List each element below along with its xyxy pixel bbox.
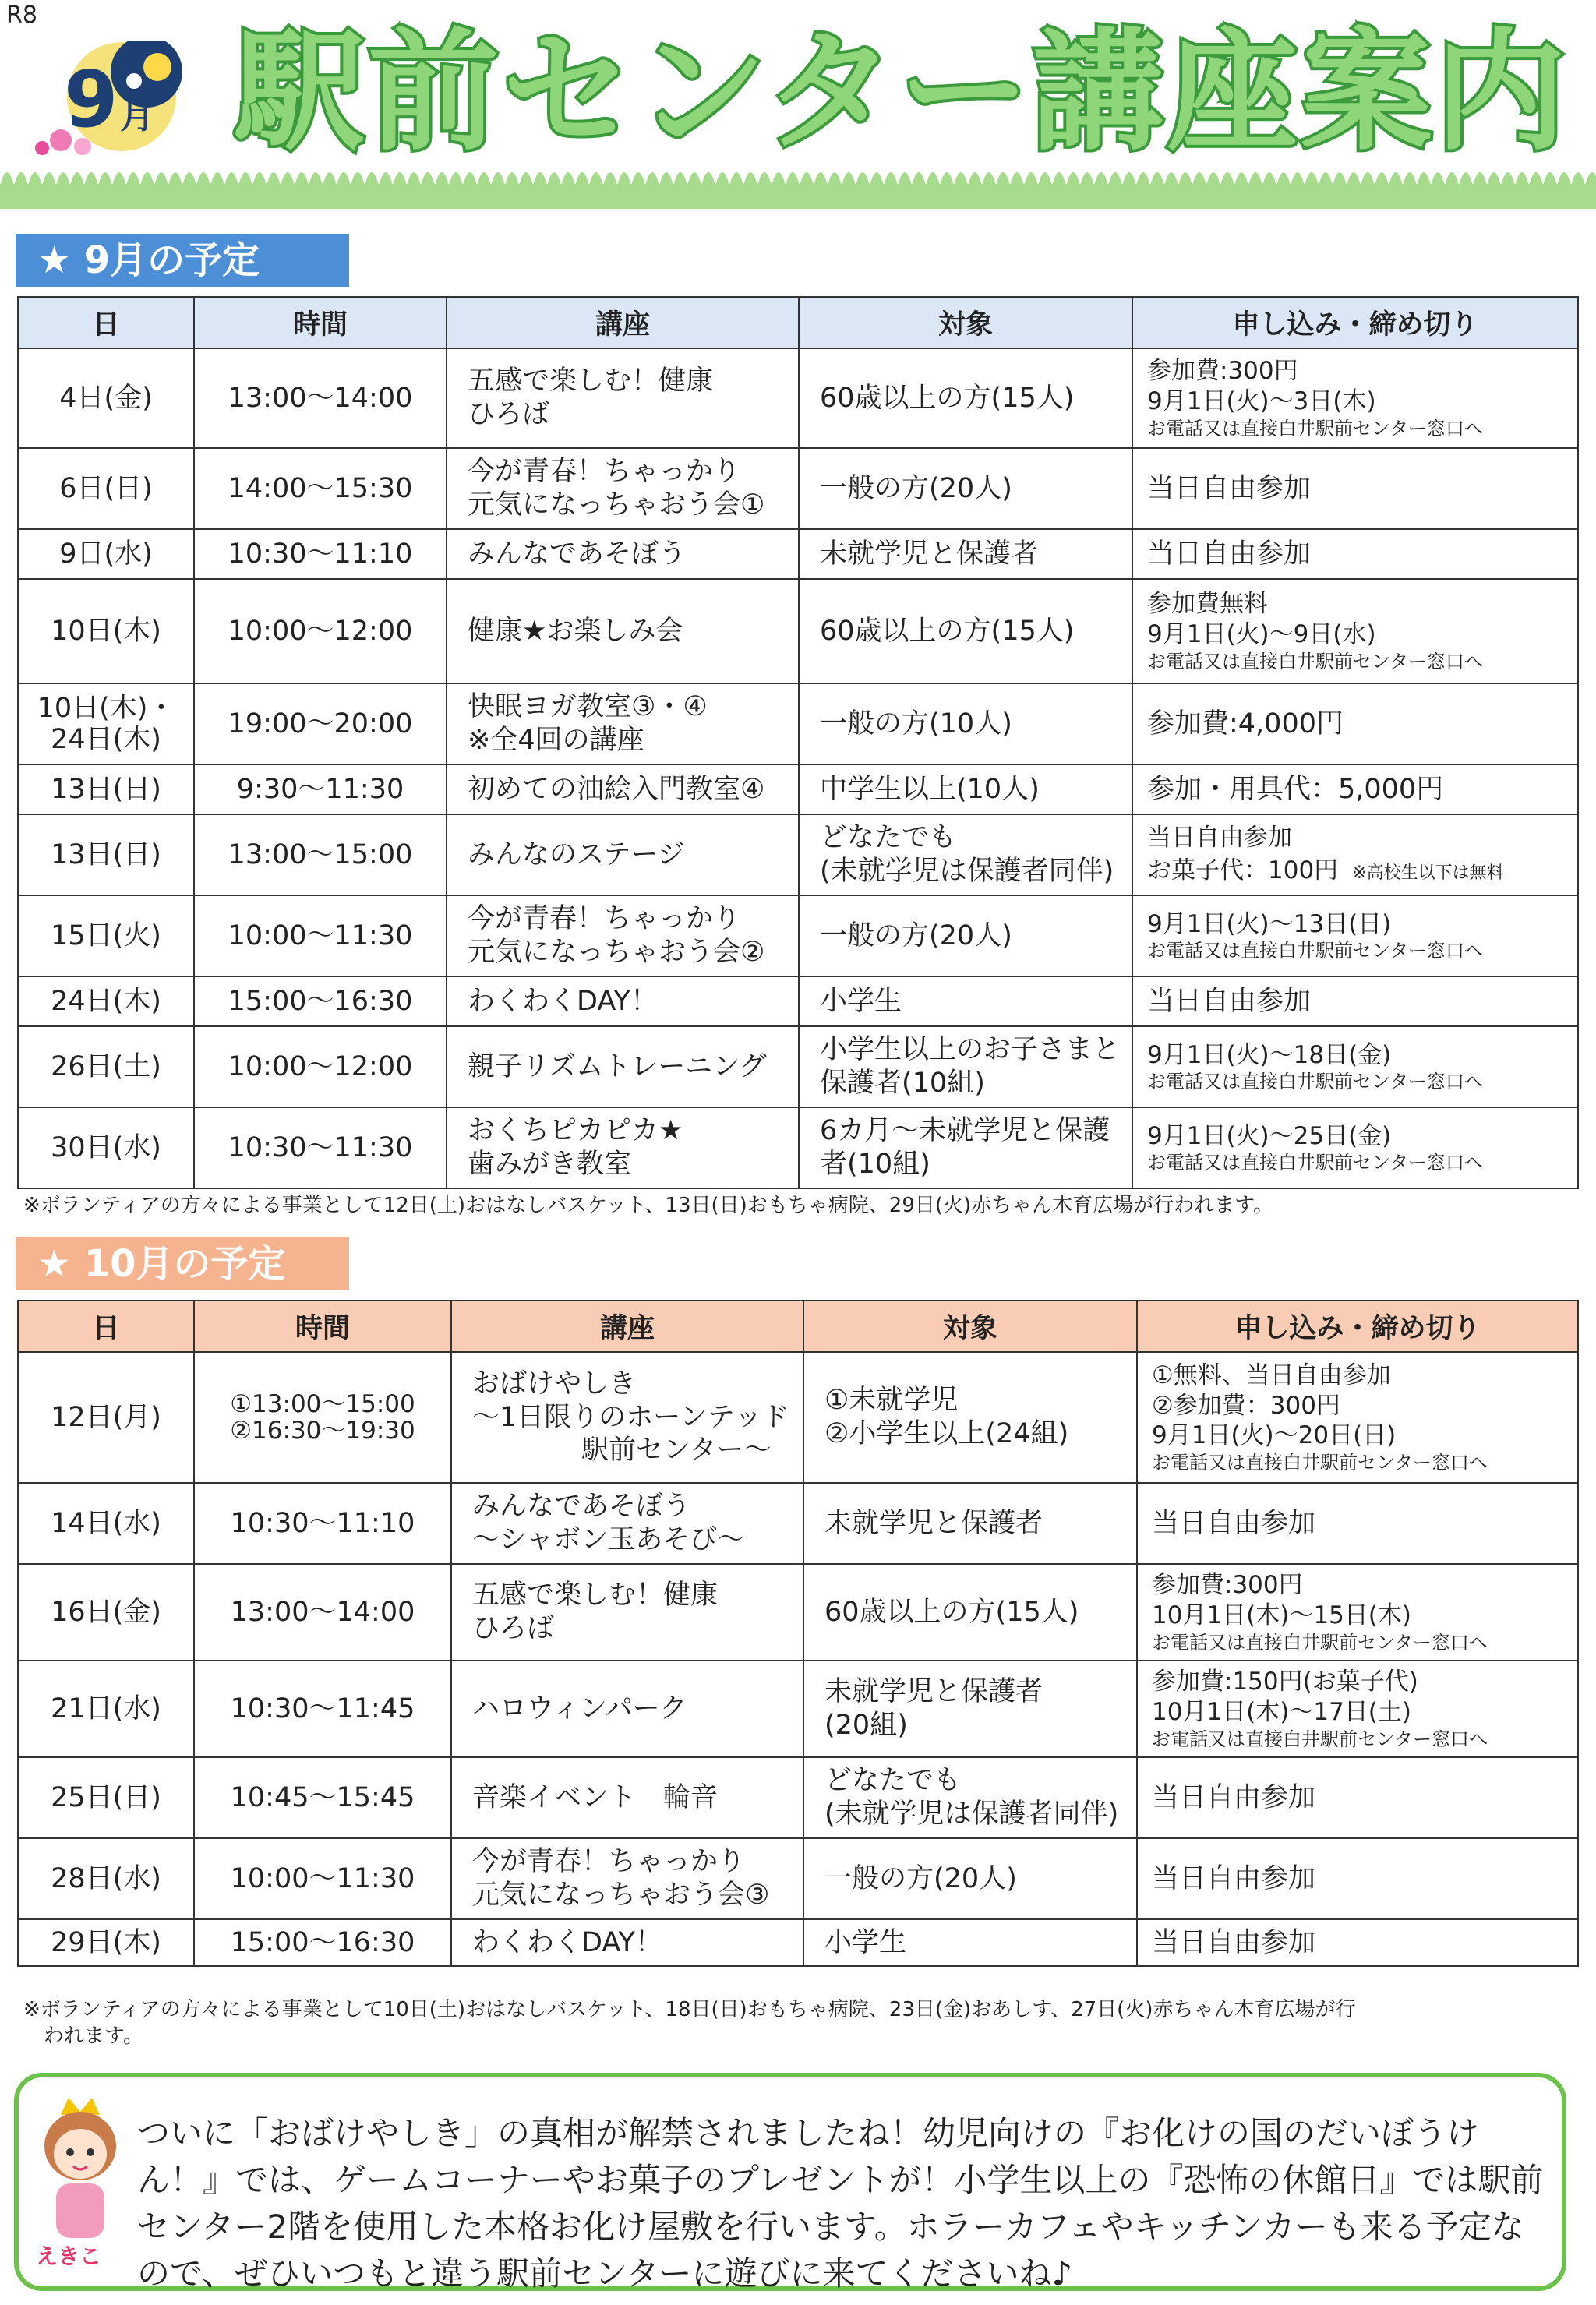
apply-cell xyxy=(1132,764,1578,814)
day-cell: 10日(木)・ 24日(木) xyxy=(18,683,194,764)
apply-cell xyxy=(1137,1757,1578,1838)
cell-line: ～シャボン玉あそび～ xyxy=(472,1524,745,1555)
apply-note: ※高校生以下は無料 xyxy=(1352,863,1504,884)
table-row xyxy=(18,895,1578,976)
table-row xyxy=(18,1919,1578,1966)
cell-line: 五感で楽しむ！健康 xyxy=(472,1580,719,1611)
cell-line: ひろば xyxy=(472,1613,555,1644)
target-cell xyxy=(799,529,1132,579)
cell-line: おくちピカピカ★ xyxy=(468,1115,683,1147)
cell-line: (未就学児は保護者同伴) xyxy=(820,856,1114,887)
time-cell: 10:00～11:30 xyxy=(194,1838,451,1919)
table-row xyxy=(18,1026,1578,1107)
apply-cell xyxy=(1132,529,1578,579)
apply-period: 参加費:300円 10月1日(木)～15日(木) xyxy=(1152,1571,1411,1629)
table-row xyxy=(18,348,1578,448)
month-number: 9 xyxy=(64,54,118,145)
time-cell: 14:00～15:30 xyxy=(194,448,447,529)
course-cell xyxy=(447,579,799,683)
course-cell xyxy=(451,1483,803,1564)
cell-line: 者(10組) xyxy=(820,1149,930,1180)
course-cell xyxy=(447,448,799,529)
day-cell: 10日(木) xyxy=(18,579,194,683)
day-cell: 13日(日) xyxy=(18,814,194,895)
time-cell: 15:00～16:30 xyxy=(194,976,447,1026)
course-cell xyxy=(447,683,799,764)
course-cell xyxy=(447,976,799,1026)
cell-line: どなたでも xyxy=(824,1765,962,1797)
cell-line: お菓子代：100円 ※高校生以下は無料 xyxy=(1147,856,1504,885)
message-box xyxy=(14,2073,1566,2291)
table-row xyxy=(18,579,1578,683)
cell-line: 当日自由参加 xyxy=(1152,1507,1316,1539)
target-cell xyxy=(803,1564,1137,1661)
day-cell: 4日(金) xyxy=(18,348,194,448)
time-cell: 19:00～20:00 xyxy=(194,683,447,764)
cell-line: わくわくDAY！ xyxy=(468,985,658,1017)
cell-line: ハロウィンパーク xyxy=(472,1693,687,1724)
apply-cell xyxy=(1137,1352,1578,1483)
cell-line: 未就学児と保護者 xyxy=(824,1676,1043,1708)
target-cell xyxy=(803,1483,1137,1564)
table-row xyxy=(18,764,1578,814)
apply-cell xyxy=(1137,1564,1578,1661)
day-cell: 13日(日) xyxy=(18,764,194,814)
time-cell: 10:30～11:45 xyxy=(194,1661,451,1757)
apply-cell xyxy=(1132,579,1578,683)
cell-line: 6カ月～未就学児と保護 xyxy=(820,1115,1110,1147)
cell-line: 9月1日(火)～9日(水) xyxy=(1147,620,1376,648)
day-cell: 26日(土) xyxy=(18,1026,194,1107)
cell-line: 60歳以上の方(15人) xyxy=(824,1596,1079,1628)
apply-cell xyxy=(1132,976,1578,1026)
cell-line: どなたでも xyxy=(820,822,957,854)
cell-line: みんなであそぼう xyxy=(472,1491,691,1523)
time-cell: 10:45～15:45 xyxy=(194,1757,451,1838)
apply-cell xyxy=(1132,814,1578,895)
message-text: ついに「おばけやしき」の真相が解禁されましたね！幼児向けの『お化けの国のだいぼうけん！』では、ゲームコーナーやお菓子のプレゼントが！小学生以上の『恐怖の休館日』では駅前センター2階を使用した本格お化け屋敷を行います。ホラーカフェやキッチンカーも来る予定なので、ぜひいつもと違う駅前センターに遊びに来てくださいね♪ xyxy=(137,2114,1544,2293)
cell-line: 元気になっちゃおう会① xyxy=(468,489,765,521)
apply-cell xyxy=(1137,1661,1578,1757)
day-cell: 9日(水) xyxy=(18,529,194,579)
apply-cell xyxy=(1132,348,1578,448)
apply-note: お電話又は直接白井駅前センター窓口へ xyxy=(1147,650,1484,672)
target-cell xyxy=(799,1107,1132,1188)
table-row xyxy=(18,448,1578,529)
target-cell xyxy=(799,764,1132,814)
cell-line: 当日自由参加 xyxy=(1147,472,1312,504)
cell-line: みんなであそぼう xyxy=(468,538,687,570)
table-row xyxy=(18,683,1578,764)
course-cell xyxy=(451,1919,803,1966)
course-cell xyxy=(451,1661,803,1757)
table-row xyxy=(18,529,1578,579)
target-cell xyxy=(799,895,1132,976)
apply-cell xyxy=(1137,1838,1578,1919)
target-cell xyxy=(803,1838,1137,1919)
cell-line: ひろば xyxy=(468,399,550,430)
september-table xyxy=(17,296,1579,1189)
cell-line: 中学生以上(10人) xyxy=(820,773,1040,805)
cell-line: 未就学児と保護者 xyxy=(820,538,1039,570)
time-cell: 13:00～14:00 xyxy=(194,1564,451,1661)
day-cell: 15日(火) xyxy=(18,895,194,976)
cell-line: 小学生 xyxy=(824,1926,907,1958)
cell-line: 60歳以上の方(15人) xyxy=(820,615,1075,647)
mascot-name: えきこ xyxy=(36,2243,102,2269)
cell-line: 小学生以上のお子さまと xyxy=(820,1034,1121,1066)
time-cell: 10:00～11:30 xyxy=(194,895,447,976)
time-cell: ①13:00～15:00 ②16:30～19:30 xyxy=(194,1352,451,1483)
mascot-ekiko-illustration xyxy=(30,2091,131,2247)
target-cell xyxy=(803,1757,1137,1838)
column-header: 時間 xyxy=(194,1301,451,1352)
cell-line: 9月1日(火)～18日(金) xyxy=(1147,1040,1392,1069)
cell-line: 参加費:300円 xyxy=(1147,357,1298,386)
apply-cell xyxy=(1137,1483,1578,1564)
apply-cell xyxy=(1137,1919,1578,1966)
table-row xyxy=(18,1352,1578,1483)
time-cell: 15:00～16:30 xyxy=(194,1919,451,1966)
day-cell: 29日(木) xyxy=(18,1919,194,1966)
cell-line: 一般の方(20人) xyxy=(824,1862,1017,1894)
cell-line: 9月1日(火)～3日(木) xyxy=(1147,387,1376,415)
cell-line: ※全4回の講座 xyxy=(468,725,644,756)
table-row xyxy=(18,976,1578,1026)
apply-cell xyxy=(1132,683,1578,764)
month-unit: 月 xyxy=(120,97,154,136)
time-cell: 10:30～11:10 xyxy=(194,1483,451,1564)
column-header: 申し込み・締め切り xyxy=(1137,1301,1578,1352)
course-cell xyxy=(447,814,799,895)
month-badge-illustration xyxy=(30,41,207,157)
apply-note: お電話又は直接白井駅前センター窓口へ xyxy=(1152,1728,1488,1750)
october-note: ※ボランティアの方々による事業として10日(土)おはなしバスケット、18日(日)おもちゃ病院、23日(金)おあしす、27日(火)赤ちゃん木育広場が行 われます。 xyxy=(23,1998,1356,2048)
apply-cell xyxy=(1132,1107,1578,1188)
cell-line: ②参加費：300円 xyxy=(1152,1391,1340,1420)
table-row xyxy=(18,1757,1578,1838)
table-row xyxy=(18,1483,1578,1564)
apply-cell xyxy=(1132,448,1578,529)
cell-line: 当日自由参加 xyxy=(1147,824,1292,852)
cell-line: 当日自由参加 xyxy=(1147,538,1312,570)
course-cell xyxy=(447,1026,799,1107)
course-cell xyxy=(447,1107,799,1188)
cell-line: ～1日限りのホーンテッド xyxy=(472,1401,789,1433)
cell-line: ①無料、当日自由参加 xyxy=(1152,1361,1391,1389)
cell-line: みんなのステージ xyxy=(468,838,685,870)
cell-line: 保護者(10組) xyxy=(820,1068,985,1099)
time-cell: 10:30～11:30 xyxy=(194,1107,447,1188)
target-cell xyxy=(803,1352,1137,1483)
cell-line: 未就学児と保護者 xyxy=(824,1507,1043,1539)
day-cell: 24日(木) xyxy=(18,976,194,1026)
cell-line: 健康★お楽しみ会 xyxy=(468,615,683,647)
target-cell xyxy=(799,448,1132,529)
cell-line: 快眠ヨガ教室③・④ xyxy=(468,691,708,723)
cell-line: 当日自由参加 xyxy=(1152,1862,1316,1894)
apply-cell xyxy=(1132,895,1578,976)
target-cell xyxy=(799,683,1132,764)
day-cell: 21日(水) xyxy=(18,1661,194,1757)
cell-line: 元気になっちゃおう会③ xyxy=(472,1880,770,1911)
cell-line: (未就学児は保護者同伴) xyxy=(824,1798,1119,1830)
cell-line: 元気になっちゃおう会② xyxy=(468,937,765,968)
course-cell xyxy=(451,1352,803,1483)
apply-note: お電話又は直接白井駅前センター窓口へ xyxy=(1152,1452,1488,1474)
time-cell: 9:30～11:30 xyxy=(194,764,447,814)
october-heading: ★ 10月の予定 xyxy=(16,1237,349,1290)
course-cell xyxy=(447,895,799,976)
table-row xyxy=(18,1107,1578,1188)
day-cell: 16日(金) xyxy=(18,1564,194,1661)
cell-line: 小学生 xyxy=(820,985,902,1017)
time-cell: 10:00～12:00 xyxy=(194,579,447,683)
cell-line: ②小学生以上(24組) xyxy=(824,1418,1069,1449)
cell-line: 60歳以上の方(15人) xyxy=(820,382,1075,414)
apply-note: お電話又は直接白井駅前センター窓口へ xyxy=(1147,417,1484,439)
target-cell xyxy=(799,814,1132,895)
grass-decoration xyxy=(0,154,1596,209)
cell-line: 9月1日(火)～13日(日) xyxy=(1147,909,1392,938)
course-cell xyxy=(447,348,799,448)
cell-line: 当日自由参加 xyxy=(1152,1781,1316,1813)
table-row xyxy=(18,1564,1578,1661)
cell-line: 当日自由参加 xyxy=(1147,985,1312,1017)
cell-line: 歯みがき教室 xyxy=(468,1149,632,1180)
apply-note: お電話又は直接白井駅前センター窓口へ xyxy=(1147,940,1484,962)
target-cell xyxy=(799,348,1132,448)
column-header: 講座 xyxy=(451,1301,803,1352)
target-cell xyxy=(799,976,1132,1026)
time-cell: 10:00～12:00 xyxy=(194,1026,447,1107)
column-header: 日 xyxy=(18,1301,194,1352)
apply-period: 参加費:150円(お菓子代) 10月1日(木)～17日(土) xyxy=(1152,1668,1418,1726)
cell-line: 9月1日(火)～25日(金) xyxy=(1147,1121,1392,1150)
cell-line: 今が青春！ちゃっかり xyxy=(472,1846,746,1878)
target-cell xyxy=(799,1026,1132,1107)
cell-line: 初めての油絵入門教室④ xyxy=(468,773,765,805)
cell-line: (20組) xyxy=(824,1710,908,1741)
cell-line: 参加費無料 xyxy=(1147,590,1268,619)
day-cell: 25日(日) xyxy=(18,1757,194,1838)
day-cell: 14日(水) xyxy=(18,1483,194,1564)
apply-note: お電話又は直接白井駅前センター窓口へ xyxy=(1152,1631,1488,1654)
cell-line: 参加・用具代：5,000円 xyxy=(1147,773,1444,805)
column-header: 日 xyxy=(18,297,194,348)
cell-line: ①未就学児 xyxy=(824,1385,959,1417)
course-cell xyxy=(447,764,799,814)
apply-note: お電話又は直接白井駅前センター窓口へ xyxy=(1147,1071,1484,1093)
course-cell xyxy=(451,1757,803,1838)
september-note: ※ボランティアの方々による事業として12日(土)おはなしバスケット、13日(日)おもちゃ病院、29日(火)赤ちゃん木育広場が行われます。 xyxy=(23,1194,1274,1217)
cell-line: わくわくDAY！ xyxy=(472,1926,662,1958)
cell-line: 一般の方(10人) xyxy=(820,708,1012,740)
apply-note: お電話又は直接白井駅前センター窓口へ xyxy=(1147,1152,1484,1174)
reiwa-year-label: R8 xyxy=(6,2,37,29)
cell-line: 五感で楽しむ！健康 xyxy=(468,365,714,397)
course-cell xyxy=(447,529,799,579)
cell-line: 今が青春！ちゃっかり xyxy=(468,456,741,488)
cell-line: 一般の方(20人) xyxy=(820,920,1012,951)
cell-line: おばけやしき xyxy=(472,1368,637,1400)
day-cell: 6日(日) xyxy=(18,448,194,529)
column-header: 講座 xyxy=(447,297,799,348)
target-cell xyxy=(803,1661,1137,1757)
october-table xyxy=(17,1300,1579,1967)
table-row xyxy=(18,1661,1578,1757)
column-header: 対象 xyxy=(803,1301,1137,1352)
target-cell xyxy=(803,1919,1137,1966)
cell-line: 駅前センター～ xyxy=(472,1435,772,1467)
cell-line: 親子リズムトレーニング xyxy=(468,1050,767,1082)
day-cell: 30日(水) xyxy=(18,1107,194,1188)
apply-cell xyxy=(1132,1026,1578,1107)
cell-line: 参加費:4,000円 xyxy=(1147,708,1344,740)
course-cell xyxy=(451,1564,803,1661)
table-row xyxy=(18,814,1578,895)
apply-period: 9月1日(火)～20日(日) xyxy=(1152,1421,1396,1450)
column-header: 時間 xyxy=(194,297,447,348)
cell-line: 今が青春！ちゃっかり xyxy=(468,903,741,935)
time-cell: 13:00～15:00 xyxy=(194,814,447,895)
time-cell: 10:30～11:10 xyxy=(194,529,447,579)
cell-line: 音楽イベント 輪音 xyxy=(472,1781,719,1813)
course-cell xyxy=(451,1838,803,1919)
page-title: 駅前センター講座案内 xyxy=(234,16,1570,168)
day-cell: 28日(水) xyxy=(18,1838,194,1919)
time-cell: 13:00～14:00 xyxy=(194,348,447,448)
column-header: 申し込み・締め切り xyxy=(1132,297,1578,348)
target-cell xyxy=(799,579,1132,683)
cell-line: 当日自由参加 xyxy=(1152,1926,1316,1958)
column-header: 対象 xyxy=(799,297,1132,348)
day-cell: 12日(月) xyxy=(18,1352,194,1483)
cell-line: 一般の方(20人) xyxy=(820,472,1012,504)
table-row xyxy=(18,1838,1578,1919)
september-heading: ★ 9月の予定 xyxy=(16,234,349,287)
